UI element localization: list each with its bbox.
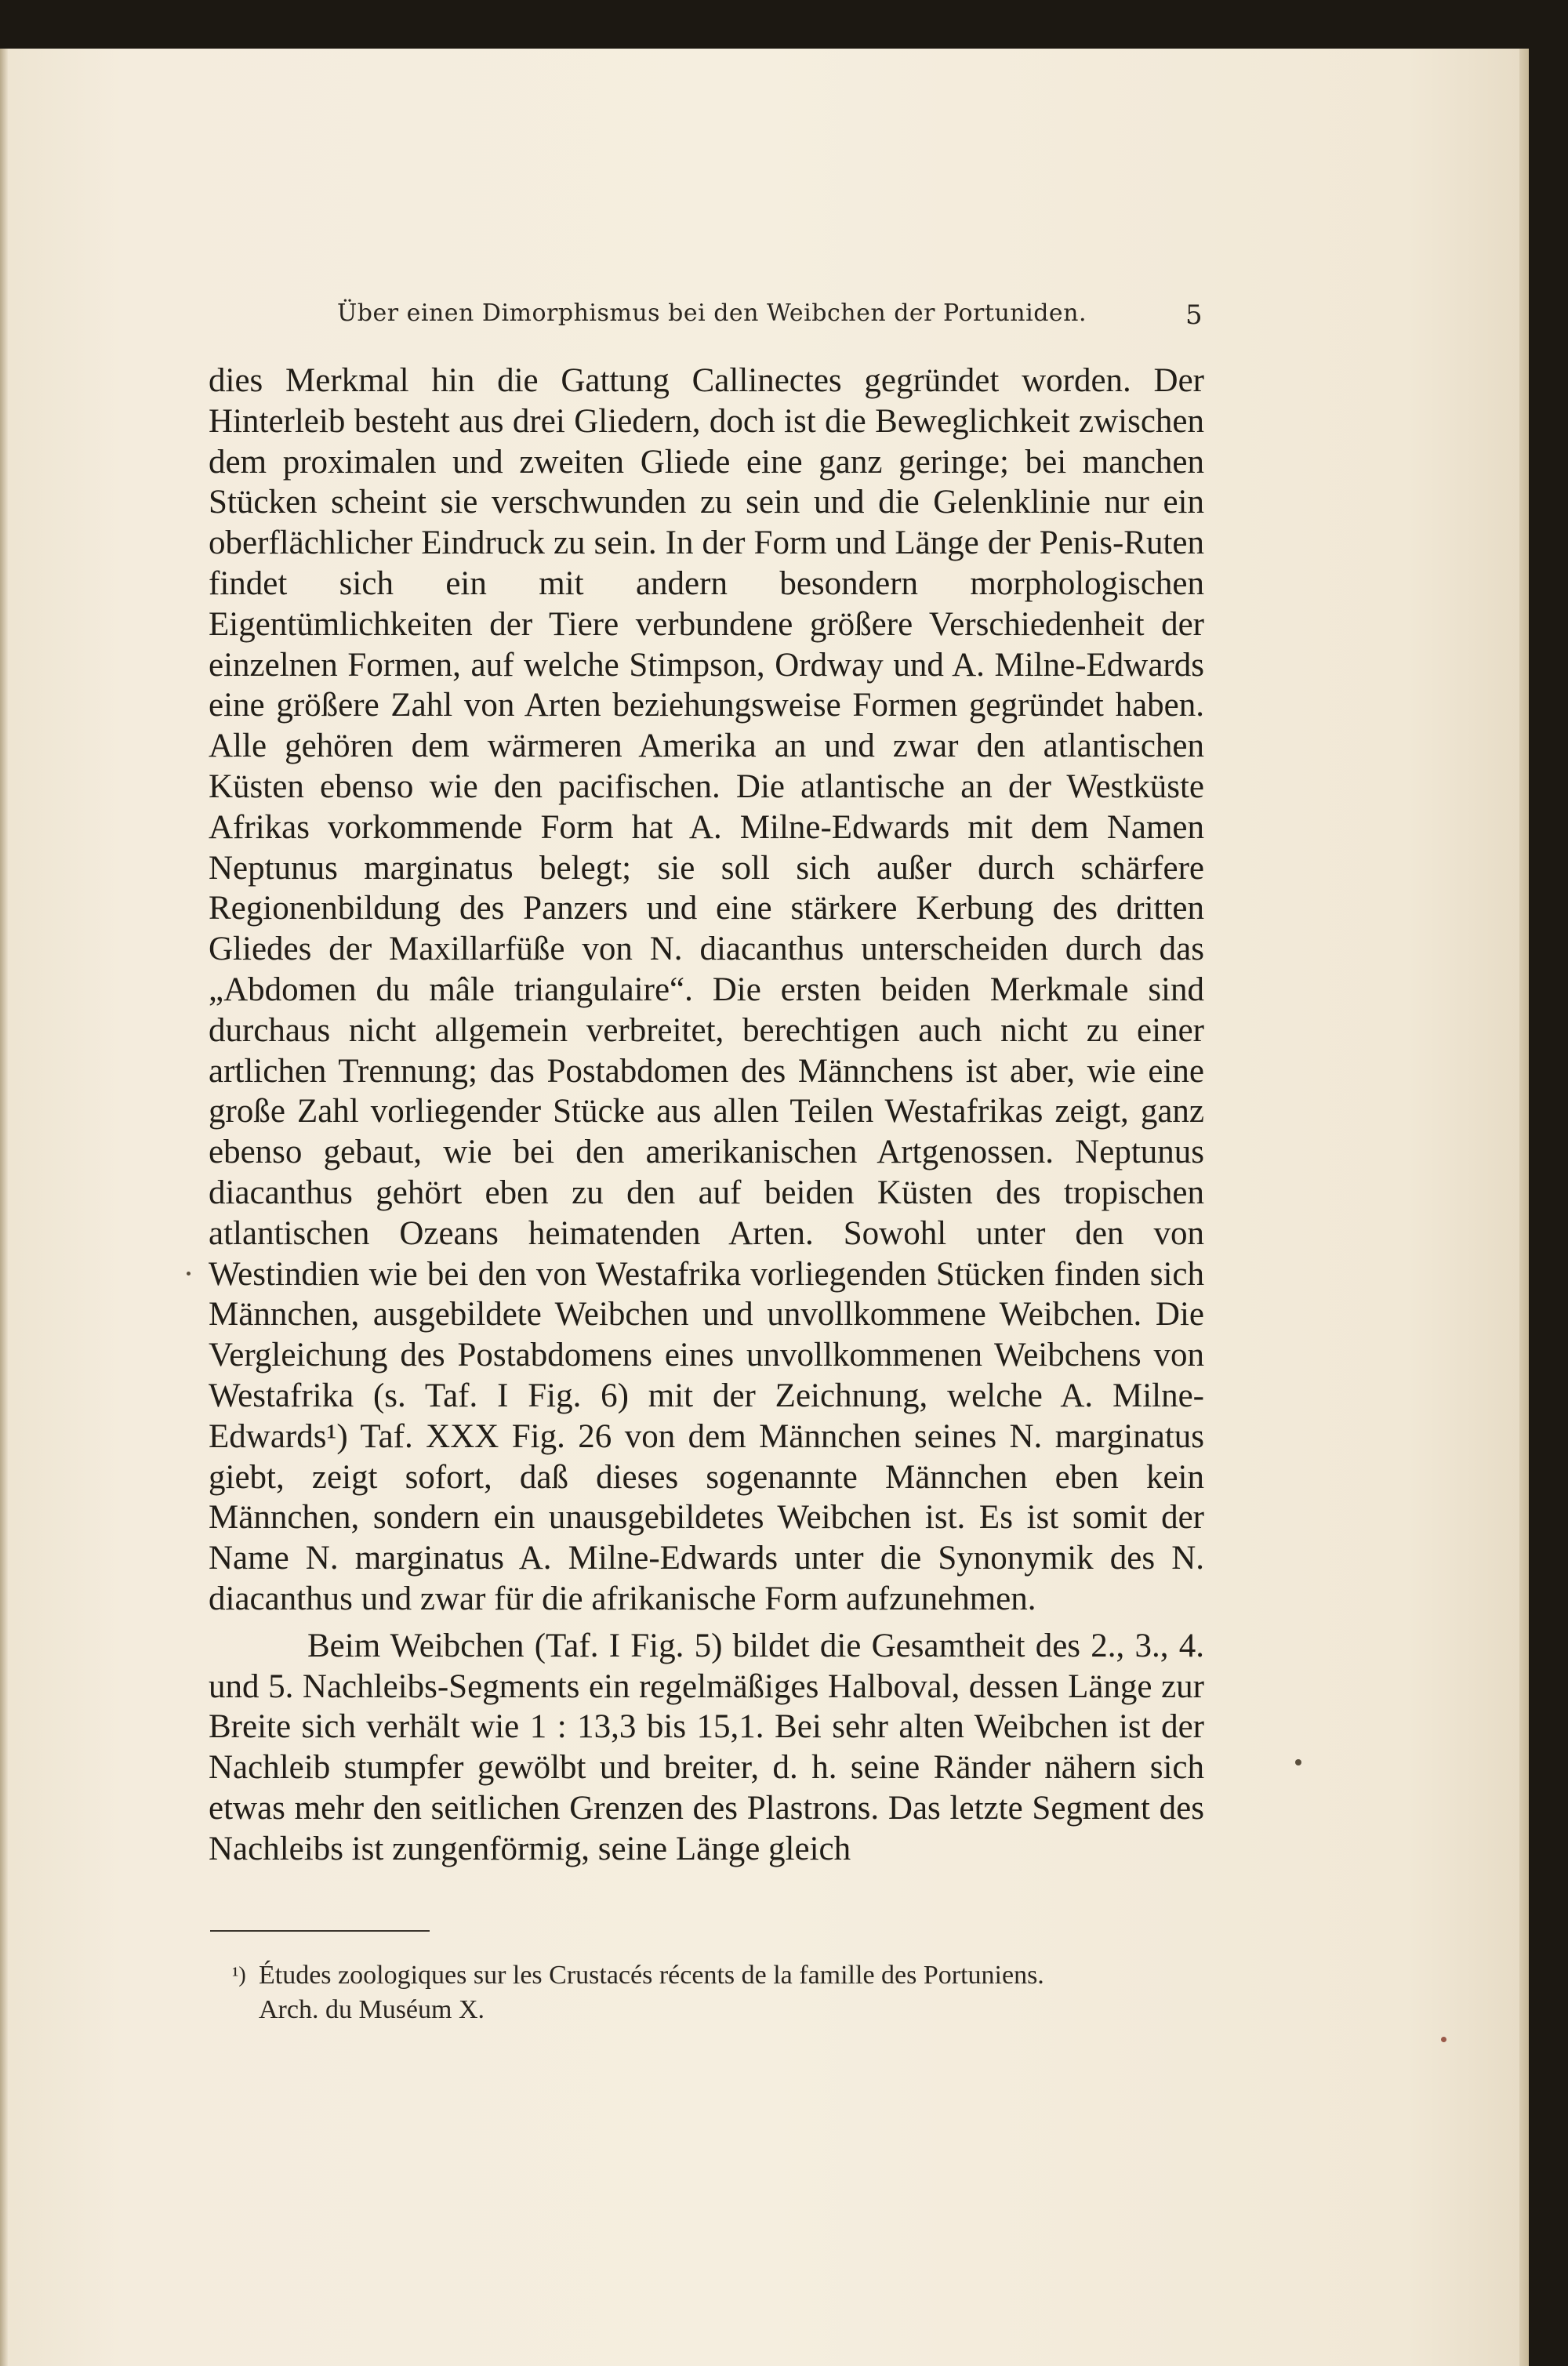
running-head: [0, 299, 1529, 339]
page-gutter-shadow: [0, 49, 8, 2366]
main-text: [209, 361, 1204, 1869]
paper-speck: [1295, 1759, 1301, 1765]
footnote-line-2: Arch. du Muséum X.: [259, 1995, 485, 2024]
page-edge: [1519, 49, 1529, 2366]
footnote-divider: [210, 1930, 430, 1932]
paper-speck: [1441, 2037, 1446, 2042]
footnote: [232, 1958, 1223, 2027]
footnote-marker: ¹): [232, 1963, 246, 1987]
page-number: 5: [1185, 299, 1203, 331]
paper-speck: [187, 1272, 191, 1276]
running-title: Über einen Dimorphismus bei den Weibchen der Portuniden.: [337, 299, 1087, 327]
paragraph-2: Beim Weibchen (Taf. I Fig. 5) bildet die Gesamtheit des 2., 3., 4. und 5. Nachleibs-Segments ein regelmäßiges Halboval, dessen Länge zur Breite sich verhält wie 1 : 13,3 bis 15,1. Bei sehr alten Weibchen ist der Nachleib stumpfer gewölbt und breiter, d. h. seine Ränder nähern sich etwas mehr den seitlichen Grenzen des Plastrons. Das letzte Segment des Nachleibs ist zungenförmig, seine Länge gleich: [209, 1627, 1204, 1867]
footnote-line-1: Études zoologiques sur les Crustacés récents de la famille des Portuniens.: [259, 1961, 1044, 1990]
paragraph-1: dies Merkmal hin die Gattung Callinectes gegründet worden. Der Hinterleib besteht aus drei Gliedern, doch ist die Beweglichkeit zwischen dem proximalen und zweiten Gliede eine ganz geringe; bei manchen Stücken scheint sie verschwunden zu sein und die Gelenklinie nur ein oberflächlicher Eindruck zu sein. In der Form und Länge der Penis-Ruten findet sich ein mit andern besondern morphologischen Eigentümlichkeiten der Tiere verbundene größere Verschiedenheit der einzelnen Formen, auf welche Stimpson, Ordway und A. Milne-Edwards eine größere Zahl von Arten beziehungsweise Formen gegründet haben. Alle gehören dem wärmeren Amerika an und zwar den atlantischen Küsten ebenso wie den pacifischen. Die atlantische an der Westküste Afrikas vorkommende Form hat A. Milne-Edwards mit dem Namen Neptunus marginatus belegt; sie soll sich außer durch schärfere Regionenbildung des Panzers und eine stärkere Kerbung des dritten Gliedes der Maxillarfüße von N. diacanthus unterscheiden durch das „Abdomen du mâle triangulaire“. Die ersten beiden Merkmale sind durchaus nicht allgemein verbreitet, berechtigen auch nicht zu einer artlichen Trennung; das Postabdomen des Männchens ist aber, wie eine große Zahl vorliegender Stücke aus allen Teilen Westafrikas zeigt, ganz ebenso gebaut, wie bei den amerikanischen Artgenossen. Neptunus diacanthus gehört eben zu den auf beiden Küsten des tropischen atlantischen Ozeans heimatenden Arten. Sowohl unter den von Westindien wie bei den von Westafrika vorliegenden Stücken finden sich Männchen, ausgebildete Weibchen und unvollkommene Weibchen. Die Vergleichung des Postabdomens eines unvollkommenen Weibchens von Westafrika (s. Taf. I Fig. 6) mit der Zeichnung, welche A. Milne-Edwards¹) Taf. XXX Fig. 26 von dem Männchen seines N. marginatus giebt, zeigt sofort, daß dieses sogenannte Männchen eben kein Männchen, sondern ein unausgebildetes Weibchen ist. Es ist somit der Name N. marginatus A. Milne-Edwards unter die Synonymik des N. diacanthus und zwar für die afrikanische Form aufzunehmen.: [209, 362, 1204, 1617]
